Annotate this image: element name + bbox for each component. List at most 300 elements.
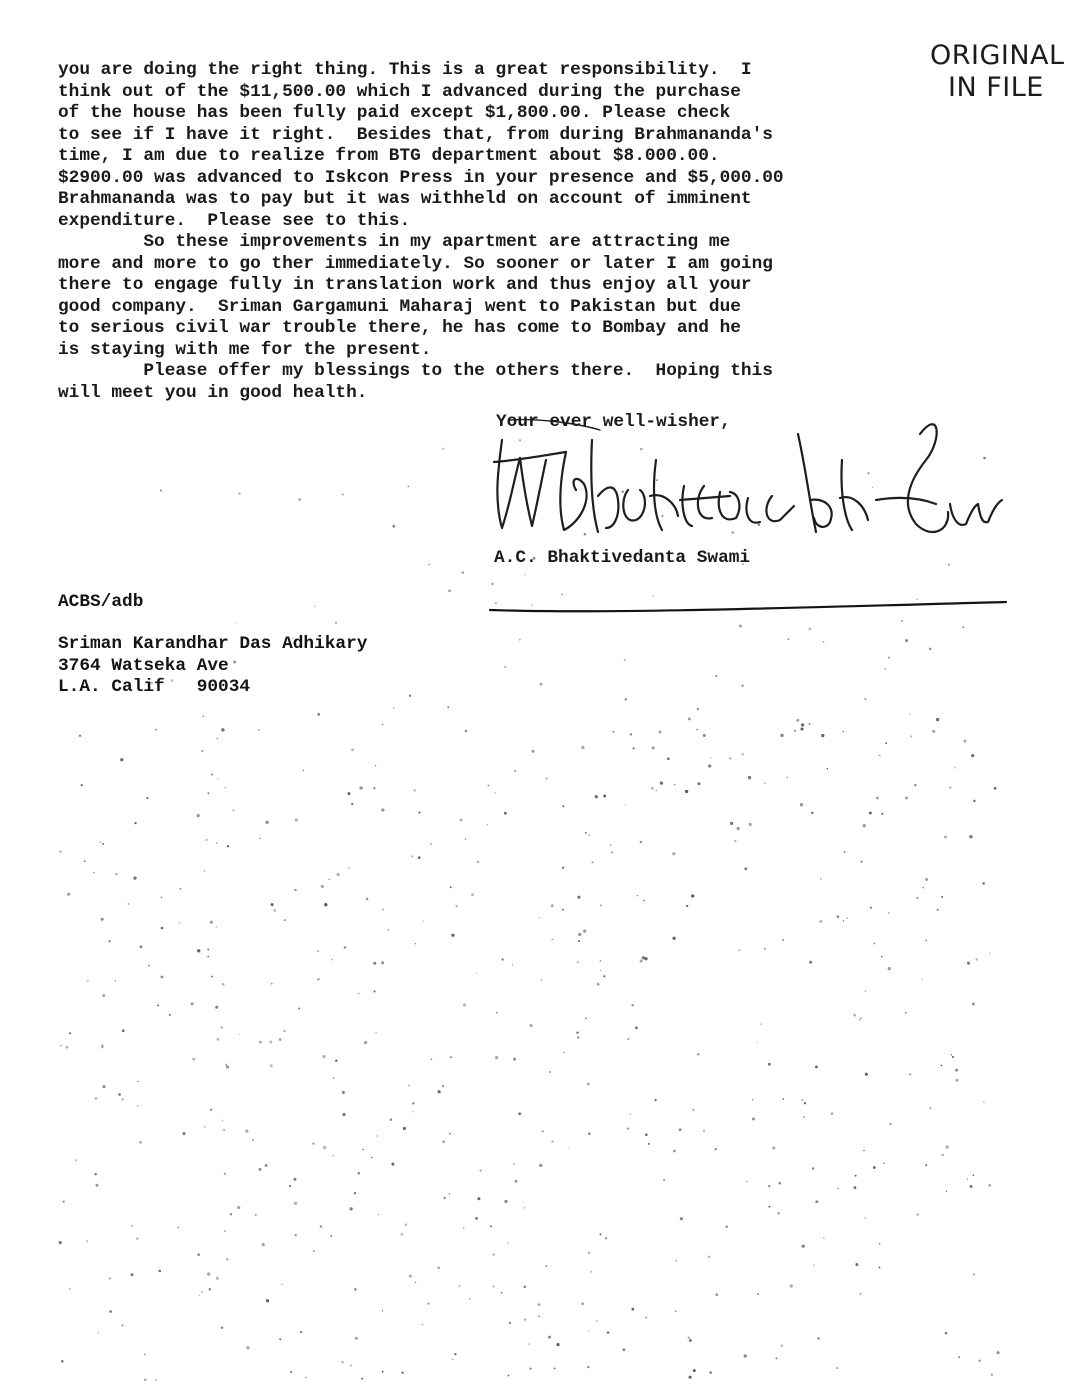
noise-speck <box>568 1148 569 1149</box>
noise-speck <box>442 1141 444 1143</box>
noise-speck <box>802 1245 805 1248</box>
body-line: to see if I have it right. Besides that, from during Brahmananda's <box>58 124 773 145</box>
noise-speck <box>299 498 302 501</box>
noise-speck <box>944 836 947 839</box>
noise-speck <box>921 979 922 980</box>
noise-speck <box>672 937 675 940</box>
noise-speck <box>538 1303 541 1306</box>
noise-speck <box>454 1353 456 1355</box>
noise-speck <box>317 950 319 952</box>
noise-speck <box>245 1130 248 1133</box>
noise-speck <box>405 1224 407 1226</box>
closing-salutation: Your ever well-wisher, <box>496 412 731 432</box>
noise-speck <box>585 1017 587 1019</box>
body-line: expenditure. Please see to this. <box>58 210 411 231</box>
noise-speck <box>954 767 955 768</box>
noise-speck <box>734 840 736 842</box>
noise-speck <box>644 957 647 960</box>
noise-speck <box>161 976 164 979</box>
noise-speck <box>823 1237 825 1239</box>
noise-speck <box>696 729 697 730</box>
noise-speck <box>545 777 547 779</box>
noise-speck <box>75 1159 77 1161</box>
noise-speck <box>137 1081 138 1082</box>
noise-speck <box>144 1378 147 1381</box>
noise-speck <box>477 861 480 864</box>
noise-speck <box>350 1207 353 1210</box>
noise-speck <box>881 813 883 815</box>
noise-speck <box>333 1155 335 1157</box>
noise-speck <box>836 1367 838 1369</box>
noise-speck <box>556 1343 559 1346</box>
noise-speck <box>973 1274 975 1276</box>
noise-speck <box>983 1101 985 1103</box>
noise-speck <box>864 698 866 700</box>
noise-speck <box>529 1367 531 1369</box>
noise-speck <box>226 1065 229 1068</box>
body-line: Brahmananda was to pay but it was withheld on account of imminent <box>58 189 752 209</box>
noise-speck <box>951 1054 953 1056</box>
noise-speck <box>146 797 148 799</box>
noise-speck <box>746 1181 747 1182</box>
signer-name: A.C. Bhaktivedanta Swami <box>494 548 751 568</box>
noise-speck <box>929 648 932 651</box>
noise-speck <box>447 706 449 708</box>
noise-speck <box>350 1364 352 1366</box>
noise-speck <box>362 1149 364 1151</box>
noise-speck <box>942 1154 944 1156</box>
noise-speck <box>265 1164 268 1167</box>
noise-speck <box>680 1217 683 1220</box>
noise-speck <box>883 1163 885 1165</box>
noise-speck <box>970 1185 973 1188</box>
noise-speck <box>879 1243 880 1244</box>
noise-speck <box>354 1192 356 1194</box>
noise-speck <box>583 929 586 932</box>
noise-speck <box>884 668 886 670</box>
noise-speck <box>159 1270 162 1273</box>
noise-speck <box>691 894 694 897</box>
noise-speck <box>737 827 740 830</box>
noise-speck <box>63 1200 65 1202</box>
noise-speck <box>748 776 751 779</box>
noise-speck <box>905 639 908 642</box>
noise-speck <box>873 1166 876 1169</box>
body-line: is staying with me for the present. <box>58 339 432 360</box>
noise-speck <box>768 1063 771 1066</box>
noise-speck <box>222 983 225 986</box>
noise-speck <box>812 1167 814 1169</box>
noise-speck <box>290 1371 292 1373</box>
noise-speck <box>401 1233 404 1236</box>
noise-speck <box>607 1331 610 1334</box>
noise-speck <box>519 639 521 641</box>
noise-speck <box>988 1184 991 1187</box>
noise-speck <box>266 1299 269 1302</box>
noise-speck <box>204 1126 206 1128</box>
address-line-city: L.A. Calif 90034 <box>58 677 251 697</box>
noise-speck <box>102 1047 103 1048</box>
noise-speck <box>688 1337 691 1340</box>
noise-speck <box>925 878 928 881</box>
noise-speck <box>973 1174 975 1176</box>
noise-speck <box>905 797 908 800</box>
noise-speck <box>355 1337 358 1340</box>
noise-speck <box>281 1284 282 1285</box>
noise-speck <box>313 1250 315 1252</box>
noise-speck <box>391 1163 394 1166</box>
noise-speck <box>358 1172 360 1174</box>
noise-speck <box>962 626 964 628</box>
noise-speck <box>800 803 803 806</box>
noise-speck <box>561 594 563 596</box>
stamp-line-2: IN FILE <box>948 72 1044 103</box>
noise-speck <box>375 765 376 766</box>
noise-speck <box>979 1360 981 1362</box>
noise-speck <box>455 905 457 907</box>
noise-speck <box>342 1091 345 1094</box>
noise-speck <box>79 735 81 737</box>
noise-speck <box>322 1055 325 1058</box>
noise-speck <box>994 787 997 790</box>
noise-speck <box>128 903 130 905</box>
noise-speck <box>590 1271 592 1273</box>
noise-speck <box>688 717 691 720</box>
noise-speck <box>450 1056 452 1058</box>
noise-speck <box>925 1164 927 1166</box>
noise-speck <box>177 1226 179 1228</box>
noise-speck <box>888 967 891 970</box>
noise-speck <box>640 959 643 962</box>
noise-speck <box>155 729 157 731</box>
noise-speck <box>98 1332 99 1333</box>
noise-speck <box>179 888 181 890</box>
noise-speck <box>216 926 218 928</box>
noise-speck <box>787 777 789 779</box>
noise-speck <box>768 1185 770 1187</box>
noise-speck <box>118 1093 121 1096</box>
noise-speck <box>321 885 324 888</box>
noise-speck <box>545 1265 547 1267</box>
noise-speck <box>673 1150 676 1153</box>
noise-speck <box>551 904 554 907</box>
noise-speck <box>916 897 919 900</box>
original-in-file-stamp <box>930 40 1070 104</box>
noise-speck <box>161 896 163 898</box>
noise-speck <box>122 1099 124 1101</box>
noise-speck <box>431 1058 433 1060</box>
noise-speck <box>612 731 614 733</box>
noise-speck <box>342 494 344 496</box>
noise-speck <box>459 1285 461 1287</box>
noise-speck <box>645 1316 647 1318</box>
noise-speck <box>347 792 350 795</box>
noise-speck <box>625 698 628 701</box>
noise-speck <box>587 1366 589 1368</box>
noise-speck <box>494 792 495 793</box>
noise-speck <box>597 983 600 986</box>
noise-speck <box>611 851 613 853</box>
noise-speck <box>378 1214 380 1216</box>
noise-speck <box>408 486 410 488</box>
noise-speck <box>221 728 224 731</box>
noise-speck <box>259 1041 262 1044</box>
noise-speck <box>359 786 362 789</box>
noise-speck <box>373 787 375 789</box>
noise-speck <box>624 659 626 661</box>
noise-speck <box>60 1045 61 1046</box>
noise-speck <box>415 943 416 944</box>
noise-speck <box>591 861 593 863</box>
address-line-name: Sriman Karandhar Das Adhikary <box>58 634 368 654</box>
noise-speck <box>271 903 274 906</box>
noise-speck <box>730 822 733 825</box>
noise-speck <box>351 748 354 751</box>
noise-speck <box>101 918 104 921</box>
noise-speck <box>645 1133 648 1136</box>
noise-speck <box>633 747 635 749</box>
noise-speck <box>660 781 663 784</box>
noise-speck <box>95 1184 98 1187</box>
noise-speck <box>84 860 86 862</box>
noise-speck <box>513 1058 516 1061</box>
noise-speck <box>596 1320 597 1321</box>
noise-speck <box>314 606 315 607</box>
noise-speck <box>401 1372 403 1374</box>
noise-speck <box>442 448 444 450</box>
noise-speck <box>513 1163 514 1164</box>
noise-speck <box>756 1042 757 1043</box>
noise-speck <box>303 770 304 771</box>
noise-speck <box>524 1319 526 1321</box>
noise-speck <box>955 1069 958 1072</box>
noise-speck <box>354 1288 357 1291</box>
noise-speck <box>465 730 468 733</box>
noise-speck <box>93 872 95 874</box>
noise-speck <box>351 803 353 805</box>
noise-speck <box>874 943 876 945</box>
noise-speck <box>382 724 384 726</box>
noise-speck <box>471 893 474 896</box>
noise-speck <box>876 797 879 800</box>
noise-speck <box>809 961 812 964</box>
noise-speck <box>463 1227 464 1228</box>
noise-speck <box>374 990 376 992</box>
noise-speck <box>223 1129 225 1131</box>
noise-speck <box>991 1374 993 1376</box>
noise-speck <box>225 1064 227 1066</box>
noise-speck <box>449 1133 451 1135</box>
noise-speck <box>377 1135 378 1136</box>
noise-speck <box>781 1345 783 1347</box>
noise-speck <box>204 870 205 871</box>
noise-speck <box>854 1186 857 1189</box>
noise-speck <box>284 919 286 921</box>
noise-speck <box>217 738 218 739</box>
noise-speck <box>809 723 811 725</box>
noise-speck <box>341 1361 343 1363</box>
noise-speck <box>59 850 61 852</box>
noise-speck <box>328 879 329 880</box>
noise-speck <box>697 708 699 710</box>
noise-speck <box>492 1285 494 1287</box>
noise-speck <box>226 1258 228 1260</box>
noise-speck <box>803 1116 805 1118</box>
noise-speck <box>588 1252 590 1254</box>
noise-speck <box>909 1073 911 1075</box>
noise-speck <box>600 970 601 971</box>
noise-speck <box>837 915 840 918</box>
noise-speck <box>463 1004 466 1007</box>
noise-speck <box>538 1316 540 1318</box>
noise-speck <box>122 1029 125 1032</box>
noise-speck <box>652 746 655 749</box>
noise-speck <box>238 492 240 494</box>
noise-speck <box>422 1324 423 1325</box>
noise-speck <box>794 730 796 732</box>
noise-speck <box>768 1206 770 1208</box>
noise-speck <box>796 719 799 722</box>
noise-speck <box>843 920 844 921</box>
noise-speck <box>821 734 824 737</box>
noise-speck <box>120 758 123 761</box>
noise-speck <box>764 783 765 784</box>
noise-speck <box>752 1099 753 1100</box>
noise-speck <box>430 843 432 845</box>
noise-speck <box>775 1357 777 1359</box>
noise-speck <box>562 909 564 911</box>
noise-speck <box>348 867 350 869</box>
signature-rule <box>486 596 1011 618</box>
noise-speck <box>102 843 104 845</box>
noise-speck <box>659 730 662 733</box>
noise-speck <box>879 755 880 756</box>
noise-speck <box>744 1354 747 1357</box>
noise-speck <box>388 929 389 930</box>
noise-speck <box>358 993 359 994</box>
noise-speck <box>843 731 844 732</box>
noise-speck <box>448 590 451 593</box>
noise-speck <box>741 685 743 687</box>
noise-speck <box>492 1253 494 1255</box>
noise-speck <box>922 887 923 888</box>
noise-speck <box>808 628 811 631</box>
noise-speck <box>973 800 976 803</box>
noise-speck <box>342 1113 345 1116</box>
noise-speck <box>964 740 967 743</box>
noise-speck <box>508 1375 510 1377</box>
noise-speck <box>752 1117 755 1120</box>
noise-speck <box>630 733 633 736</box>
noise-speck <box>715 675 717 677</box>
noise-speck <box>422 920 424 922</box>
noise-speck <box>855 1175 857 1177</box>
noise-speck <box>888 657 890 659</box>
noise-speck <box>982 882 985 885</box>
noise-speck <box>382 909 384 911</box>
noise-speck <box>443 1197 445 1199</box>
noise-speck <box>61 1360 64 1363</box>
noise-speck <box>452 1359 453 1360</box>
noise-speck <box>202 715 204 717</box>
noise-speck <box>215 1006 218 1009</box>
noise-speck <box>393 708 394 709</box>
noise-speck <box>87 980 89 982</box>
noise-speck <box>627 1038 629 1040</box>
noise-speck <box>255 1214 257 1216</box>
noise-speck <box>972 1002 975 1005</box>
noise-speck <box>585 832 587 834</box>
noise-speck <box>605 1237 607 1239</box>
noise-speck <box>428 564 430 566</box>
noise-speck <box>504 666 506 668</box>
noise-speck <box>648 1143 650 1145</box>
noise-speck <box>969 835 972 838</box>
noise-speck <box>507 1243 509 1245</box>
noise-speck <box>888 912 890 914</box>
noise-speck <box>191 1002 194 1005</box>
noise-speck <box>531 750 534 753</box>
noise-speck <box>65 1046 68 1049</box>
noise-speck <box>610 844 611 845</box>
noise-speck <box>442 1085 444 1087</box>
noise-speck <box>703 734 706 737</box>
noise-speck <box>169 1014 171 1016</box>
noise-speck <box>479 1169 481 1171</box>
noise-speck <box>997 1351 1000 1354</box>
noise-speck <box>320 1225 323 1228</box>
noise-speck <box>262 1243 265 1246</box>
noise-speck <box>518 1112 521 1115</box>
noise-speck <box>631 1004 633 1006</box>
noise-speck <box>909 713 910 714</box>
body-line: $2900.00 was advanced to Iskcon Press in your presence and $5,000.00 <box>58 167 784 188</box>
noise-speck <box>488 785 490 787</box>
noise-speck <box>490 1225 492 1227</box>
noise-speck <box>917 1213 920 1216</box>
noise-speck <box>460 818 463 821</box>
noise-speck <box>335 622 337 624</box>
letter-body <box>58 60 938 404</box>
noise-speck <box>179 922 180 923</box>
noise-speck <box>375 1032 376 1033</box>
noise-speck <box>679 1128 682 1131</box>
noise-speck <box>295 818 298 821</box>
noise-speck <box>450 886 452 888</box>
noise-speck <box>183 1132 186 1135</box>
noise-speck <box>269 1040 272 1043</box>
noise-speck <box>967 962 970 965</box>
noise-speck <box>815 1066 818 1069</box>
noise-speck <box>224 1173 226 1175</box>
noise-speck <box>905 1012 907 1014</box>
noise-speck <box>757 1293 759 1295</box>
noise-speck <box>738 949 740 951</box>
noise-speck <box>298 1007 300 1009</box>
noise-speck <box>672 852 675 855</box>
noise-speck <box>157 1004 159 1006</box>
noise-speck <box>589 835 590 836</box>
noise-speck <box>675 1260 677 1262</box>
noise-speck <box>323 1146 326 1149</box>
noise-speck <box>95 1173 97 1175</box>
noise-speck <box>914 784 916 786</box>
noise-speck <box>227 845 229 847</box>
noise-speck <box>252 1139 254 1141</box>
noise-speck <box>625 804 626 805</box>
noise-speck <box>603 795 606 798</box>
noise-speck <box>860 1017 862 1019</box>
